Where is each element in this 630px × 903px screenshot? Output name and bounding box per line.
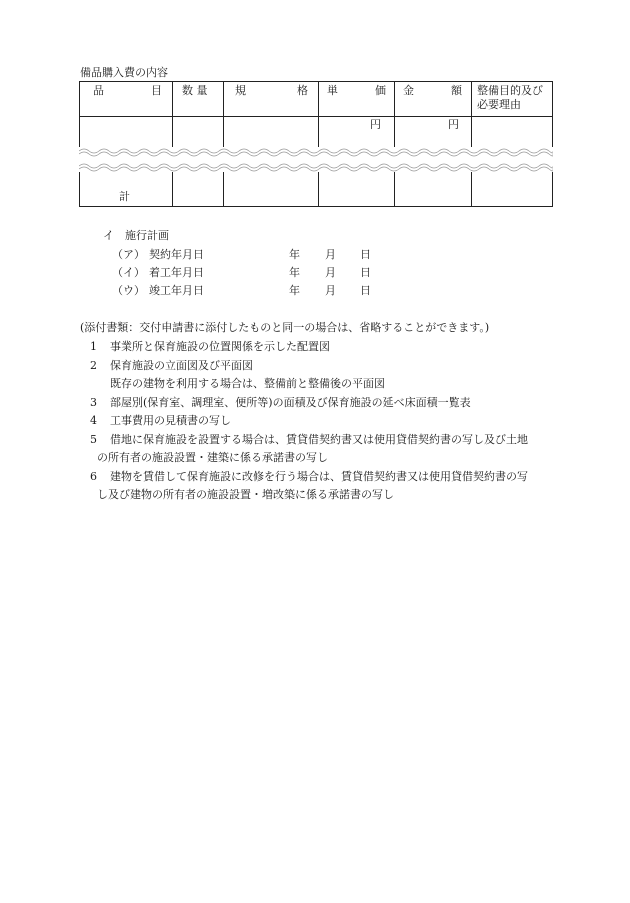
header-spec-b: 格 (297, 84, 308, 97)
plan-row-month: 月 (325, 248, 336, 261)
amount-yen: 円 (448, 118, 459, 131)
header-purpose-line2: 必要理由 (477, 98, 521, 111)
plan-row-year: 年 (289, 266, 300, 279)
header-unit-price-b: 価 (375, 84, 386, 97)
attachments-note: (添付書類：交付申請書に添付したものと同一の場合は、省略することができます。) (80, 321, 490, 334)
plan-heading: 施行計画 (125, 229, 169, 242)
attachment-number: 5 (90, 433, 97, 446)
attachment-text: 部屋別(保育室、調理室、便所等)の面積及び保育施設の延べ床面積一覧表 (110, 396, 471, 409)
section-title: 備品購入費の内容 (80, 66, 168, 79)
equipment-table (79, 81, 553, 207)
attachment-text: 工事費用の見積書の写し (110, 414, 231, 427)
plan-row-mark: （ウ） (112, 284, 145, 297)
header-amount-a: 金 (403, 84, 414, 97)
attachment-number: 6 (90, 470, 97, 483)
unit-price-yen: 円 (370, 118, 381, 131)
attachment-number: 4 (90, 414, 97, 427)
header-unit-price-a: 単 (327, 84, 338, 97)
attachment-text: 建物を賃借して保育施設に改修を行う場合は、賃貸借契約書又は使用貸借契約書の写 (110, 470, 528, 483)
plan-row-label: 契約年月日 (149, 248, 204, 261)
plan-row-day: 日 (360, 248, 371, 261)
header-purpose-line1: 整備目的及び (477, 84, 543, 97)
header-amount-b: 額 (451, 84, 462, 97)
total-label: 計 (119, 190, 130, 203)
attachment-number: 3 (90, 396, 97, 409)
attachment-text-cont: 既存の建物を利用する場合は、整備前と整備後の平面図 (110, 377, 385, 390)
plan-row-month: 月 (325, 284, 336, 297)
plan-row-year: 年 (289, 248, 300, 261)
plan-row-label: 着工年月日 (149, 266, 204, 279)
attachment-text: 事業所と保育施設の位置関係を示した配置図 (110, 340, 330, 353)
attachment-number: 1 (90, 340, 97, 353)
attachment-text: 借地に保育施設を設置する場合は、賃貸借契約書又は使用貸借契約書の写し及び土地 (110, 433, 528, 446)
header-spec-a: 規 (235, 84, 246, 97)
plan-heading-mark: イ (103, 229, 114, 242)
header-item-b: 目 (151, 84, 162, 97)
attachment-text-cont: の所有者の施設設置・建築に係る承諾書の写し (97, 451, 328, 464)
plan-row-year: 年 (289, 284, 300, 297)
plan-row-label: 竣工年月日 (149, 284, 204, 297)
plan-row-day: 日 (360, 284, 371, 297)
header-item-a: 品 (93, 84, 104, 97)
attachment-text-cont: し及び建物の所有者の施設設置・増改築に係る承諾書の写し (97, 488, 394, 501)
plan-row-day: 日 (360, 266, 371, 279)
attachment-text: 保育施設の立面図及び平面図 (110, 359, 253, 372)
plan-row-mark: （ア） (112, 248, 145, 261)
plan-row-month: 月 (325, 266, 336, 279)
header-quantity: 数 量 (182, 84, 208, 97)
plan-row-mark: （イ） (112, 266, 145, 279)
attachment-number: 2 (90, 359, 97, 372)
